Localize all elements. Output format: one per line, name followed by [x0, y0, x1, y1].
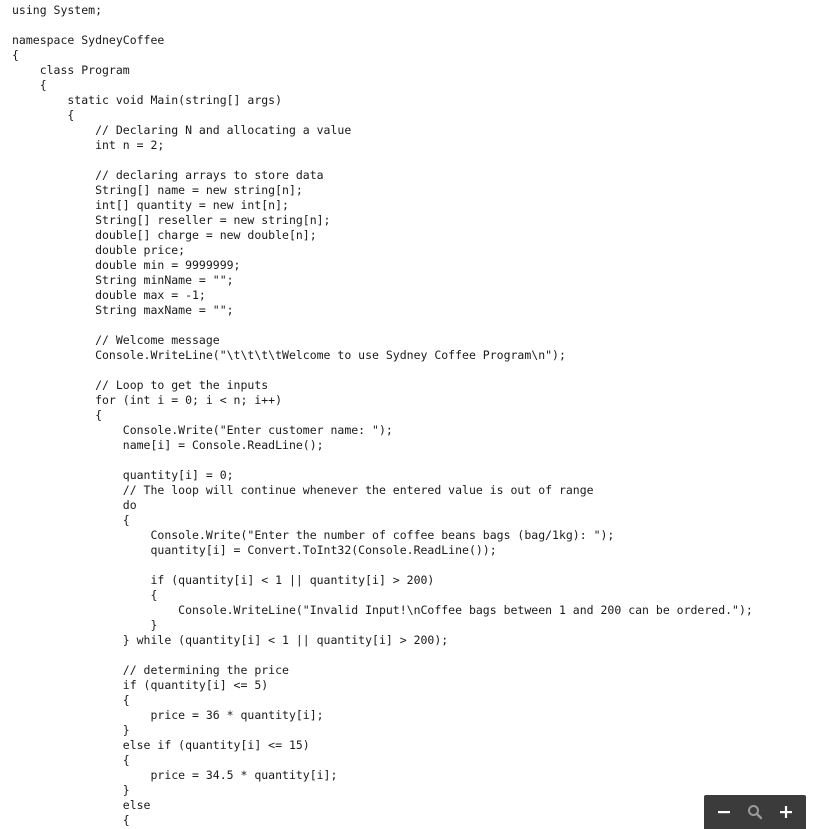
code-line: // determining the price [12, 663, 289, 677]
code-line: double max = -1; [12, 288, 206, 302]
code-line: } [12, 618, 158, 632]
code-line [12, 363, 753, 378]
code-line: { [12, 108, 75, 122]
code-line: namespace SydneyCoffee [12, 33, 165, 47]
code-line: Console.Write("Enter customer name: "); [12, 423, 393, 437]
code-line [12, 318, 753, 333]
code-line: { [12, 588, 158, 602]
code-line: { [12, 513, 130, 527]
code-line: class Program [12, 63, 130, 77]
zoom-reset-button[interactable] [741, 798, 769, 826]
code-line: String[] name = new string[n]; [12, 183, 303, 197]
code-line: quantity[i] = 0; [12, 468, 234, 482]
code-line: if (quantity[i] <= 5) [12, 678, 269, 692]
code-line: price = 36 * quantity[i]; [12, 708, 324, 722]
code-line [12, 18, 753, 33]
code-line [12, 453, 753, 468]
code-line: else [12, 798, 151, 812]
minus-icon [717, 805, 731, 819]
code-line: } [12, 783, 130, 797]
code-line: // Loop to get the inputs [12, 378, 269, 392]
code-line: Console.Write("Enter the number of coffee beans bags (bag/1kg): "); [12, 528, 615, 542]
code-line: price = 34.5 * quantity[i]; [12, 768, 338, 782]
code-line [12, 558, 753, 573]
code-line: Console.WriteLine("Invalid Input!\nCoffee bags between 1 and 200 can be ordered."); [12, 603, 753, 617]
code-line: // declaring arrays to store data [12, 168, 324, 182]
code-line: double price; [12, 243, 186, 257]
code-line: { [12, 408, 103, 422]
code-line: double min = 9999999; [12, 258, 241, 272]
code-line: } while (quantity[i] < 1 || quantity[i] > 200); [12, 633, 449, 647]
plus-icon [779, 805, 793, 819]
code-line: if (quantity[i] < 1 || quantity[i] > 200) [12, 573, 435, 587]
code-line: static void Main(string[] args) [12, 93, 283, 107]
code-line: for (int i = 0; i < n; i++) [12, 393, 283, 407]
zoom-controls [704, 795, 806, 829]
code-line: // Welcome message [12, 333, 220, 347]
code-line: } [12, 723, 130, 737]
code-line: double[] charge = new double[n]; [12, 228, 317, 242]
code-line: quantity[i] = Convert.ToInt32(Console.ReadLine()); [12, 543, 497, 557]
code-line [12, 648, 753, 663]
code-line: { [12, 693, 130, 707]
code-line: name[i] = Console.ReadLine(); [12, 438, 324, 452]
code-line: // Declaring N and allocating a value [12, 123, 352, 137]
code-line: String minName = ""; [12, 273, 234, 287]
code-line: { [12, 78, 47, 92]
code-line: int[] quantity = new int[n]; [12, 198, 289, 212]
code-line: Console.WriteLine("\t\t\t\tWelcome to use Sydney Coffee Program\n"); [12, 348, 566, 362]
code-line: { [12, 753, 130, 767]
zoom-in-button[interactable] [772, 798, 800, 826]
code-line: int n = 2; [12, 138, 165, 152]
code-line: { [12, 813, 130, 827]
code-line: else if (quantity[i] <= 15) [12, 738, 310, 752]
code-line: { [12, 48, 19, 62]
code-line: do [12, 498, 137, 512]
zoom-out-button[interactable] [710, 798, 738, 826]
code-line: String[] reseller = new string[n]; [12, 213, 331, 227]
magnifier-icon [747, 804, 763, 820]
code-line: // The loop will continue whenever the entered value is out of range [12, 483, 594, 497]
code-line: String maxName = ""; [12, 303, 234, 317]
code-view [12, 3, 753, 828]
code-line: using System; [12, 3, 103, 17]
code-line [12, 153, 753, 168]
